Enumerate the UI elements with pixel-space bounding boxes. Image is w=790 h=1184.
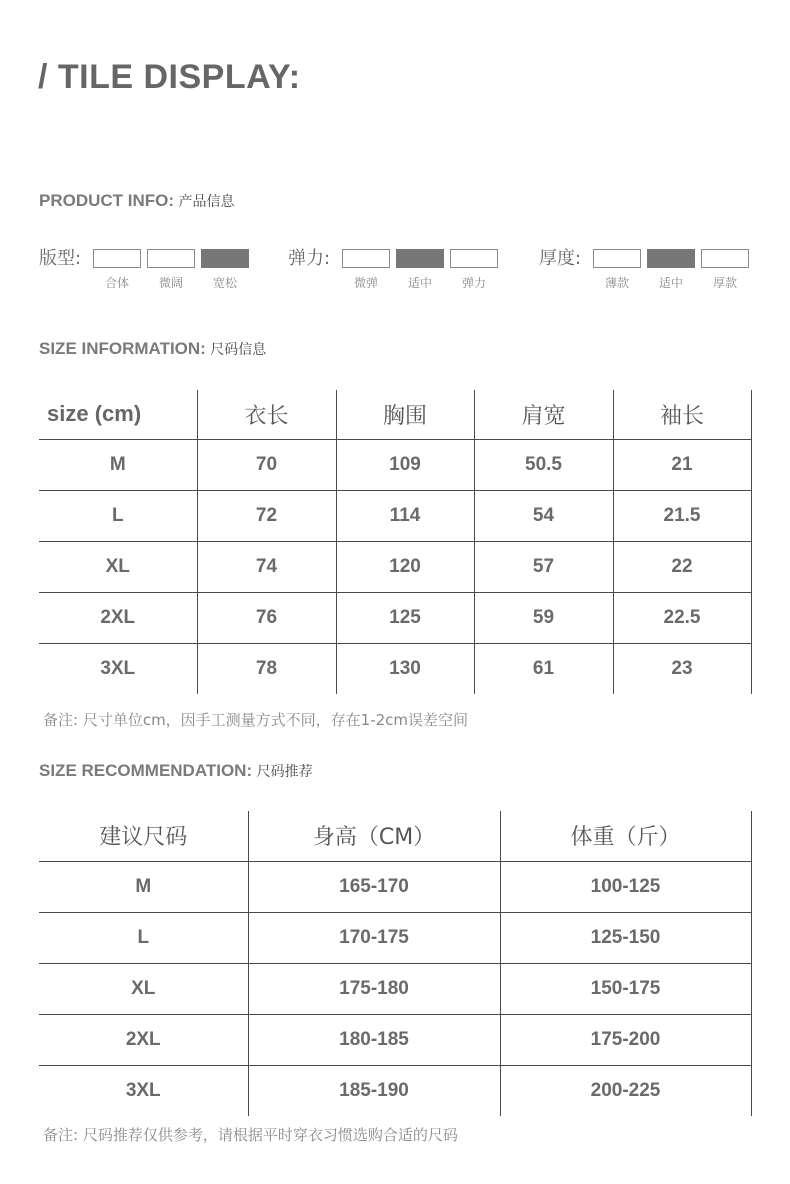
attribute-option-label: 适中	[407, 276, 432, 290]
table-row	[39, 963, 751, 1014]
table-cell: 165-170	[248, 861, 500, 912]
table-cell: 125	[336, 592, 474, 643]
attribute-option-label: 微弹	[353, 276, 378, 290]
attribute-label: 版型:	[39, 248, 82, 269]
product-info-heading-en: PRODUCT INFO:	[39, 191, 175, 210]
table-cell: 120	[336, 541, 474, 592]
thickness-option-box	[701, 249, 749, 268]
column-header: 肩宽	[474, 390, 613, 439]
size-cell: M	[39, 861, 248, 912]
elasticity-option-box-selected	[396, 249, 444, 268]
size-cell: XL	[39, 541, 197, 592]
fit-option-box-selected	[201, 249, 249, 268]
size-cell: 2XL	[39, 1014, 248, 1065]
table-row	[39, 439, 751, 490]
column-header: 胸围	[336, 390, 474, 439]
table-cell: 109	[336, 439, 474, 490]
size-recommendation-note: 备注: 尺码推荐仅供参考，请根据平时穿衣习惯选购合适的尺码	[43, 1126, 458, 1144]
thickness-option-box-selected	[647, 249, 695, 268]
size-info-note: 备注: 尺寸单位cm，因手工测量方式不同，存在1-2cm误差空间	[43, 711, 469, 729]
thickness-option-box	[593, 249, 641, 268]
table-cell: 200-225	[500, 1065, 751, 1116]
table-cell: 22	[613, 541, 751, 592]
size-cell: 2XL	[39, 592, 197, 643]
fit-option-box	[147, 249, 195, 268]
table-cell: 70	[197, 439, 336, 490]
table-cell: 76	[197, 592, 336, 643]
table-cell: 23	[613, 643, 751, 694]
attribute-option-label: 厚款	[712, 276, 737, 290]
size-info-heading	[39, 339, 266, 359]
size-recommendation-heading-en: SIZE RECOMMENDATION:	[39, 761, 253, 780]
table-cell: 175-200	[500, 1014, 751, 1065]
size-info-heading-en: SIZE INFORMATION:	[39, 339, 206, 358]
table-row	[39, 592, 751, 643]
table-row	[39, 490, 751, 541]
table-cell: 54	[474, 490, 613, 541]
table-cell: 114	[336, 490, 474, 541]
attribute-option-label: 合体	[104, 276, 129, 290]
attribute-option-label: 宽松	[212, 276, 237, 290]
table-cell: 175-180	[248, 963, 500, 1014]
table-cell: 180-185	[248, 1014, 500, 1065]
attribute-label: 弹力:	[288, 248, 331, 269]
attribute-option-label: 弹力	[461, 276, 486, 290]
table-cell: 150-175	[500, 963, 751, 1014]
table-cell: 125-150	[500, 912, 751, 963]
elasticity-option-box	[342, 249, 390, 268]
size-info-table	[39, 390, 752, 694]
table-cell: 130	[336, 643, 474, 694]
size-cell: M	[39, 439, 197, 490]
table-row	[39, 1065, 751, 1116]
table-cell: 185-190	[248, 1065, 500, 1116]
size-cell: L	[39, 912, 248, 963]
table-header-row	[39, 390, 751, 439]
attribute-label: 厚度:	[539, 248, 582, 269]
table-row	[39, 1014, 751, 1065]
size-recommendation-table	[39, 811, 752, 1116]
size-cell: XL	[39, 963, 248, 1014]
size-recommendation-heading	[39, 761, 313, 781]
table-cell: 21	[613, 439, 751, 490]
attribute-option-label: 薄款	[604, 276, 629, 290]
column-header: 建议尺码	[39, 811, 248, 861]
table-cell: 57	[474, 541, 613, 592]
table-row	[39, 541, 751, 592]
size-cell: 3XL	[125, 1079, 161, 1101]
table-cell: 59	[474, 592, 613, 643]
column-header: 身高（CM）	[248, 811, 500, 861]
attribute-option-label: 微阔	[158, 276, 183, 290]
product-info-heading-zh: 产品信息	[178, 194, 235, 210]
table-cell: 78	[197, 643, 336, 694]
size-recommendation-heading-zh: 尺码推荐	[256, 764, 313, 780]
page-title: / TILE DISPLAY:	[38, 58, 301, 96]
column-header: 衣长	[197, 390, 336, 439]
attribute-option-label: 适中	[658, 276, 683, 290]
table-cell: 170-175	[248, 912, 500, 963]
table-cell: 22.5	[613, 592, 751, 643]
table-cell: 21.5	[613, 490, 751, 541]
table-cell: 61	[474, 643, 613, 694]
size-cell: L	[39, 490, 197, 541]
table-row	[39, 912, 751, 963]
table-row	[39, 643, 751, 694]
elasticity-option-box	[450, 249, 498, 268]
size-cell: 3XL	[100, 657, 136, 679]
table-cell: 50.5	[474, 439, 613, 490]
product-info-heading	[39, 191, 235, 211]
table-header-row	[39, 811, 751, 861]
fit-option-box	[93, 249, 141, 268]
column-header: 体重（斤）	[500, 811, 751, 861]
table-cell: 72	[197, 490, 336, 541]
size-info-heading-zh: 尺码信息	[210, 342, 267, 358]
column-header: 袖长	[613, 390, 751, 439]
table-cell: 100-125	[500, 861, 751, 912]
table-cell: 74	[197, 541, 336, 592]
table-row	[39, 861, 751, 912]
column-header: size (cm)	[39, 390, 197, 439]
